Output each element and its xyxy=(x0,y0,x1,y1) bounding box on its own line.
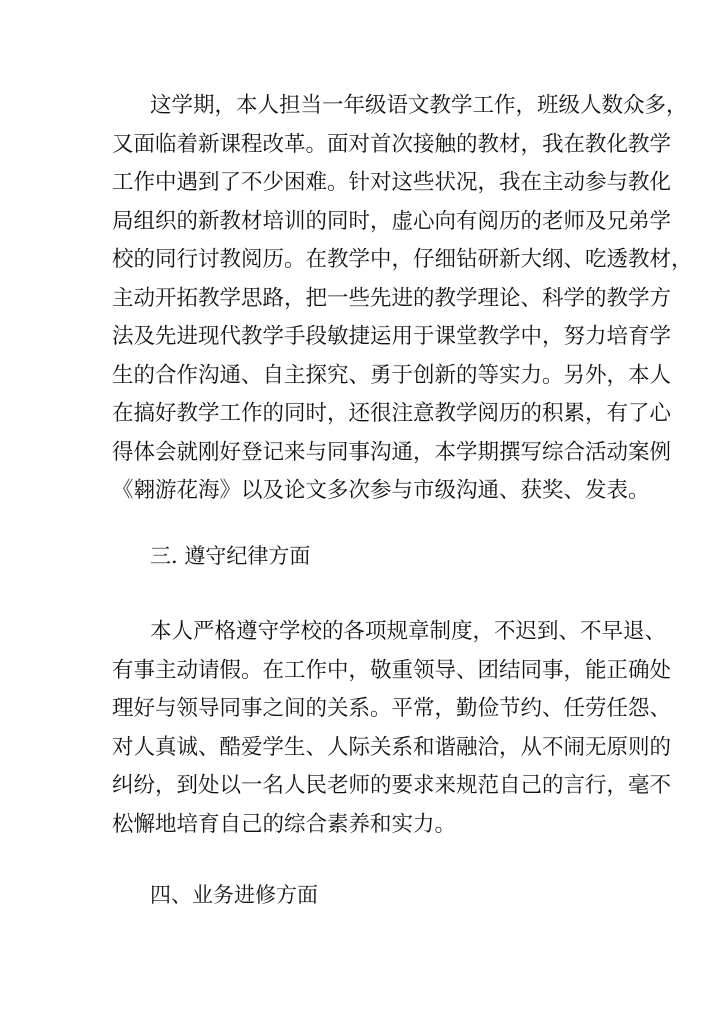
paragraph-line: 纠纷，到处以一名人民老师的要求来规范自己的言行，毫不 xyxy=(112,773,672,798)
paragraph-line: 本人严格遵守学校的各项规章制度，不迟到、不早退、 xyxy=(150,619,667,644)
paragraph-line: 在搞好教学工作的同时，还很注意教学阅历的积累，有了心 xyxy=(112,401,672,426)
paragraph-line: 有事主动请假。在工作中，敬重领导、团结同事，能正确处 xyxy=(112,657,672,683)
paragraph-line: 工作中遇到了不少困难。针对这些状况，我在主动参与教化 xyxy=(112,170,672,195)
paragraph-line: 法及先进现代教学手段敏捷运用于课堂教学中，努力培育学 xyxy=(112,324,672,349)
paragraph-line: 松懈地培育自己的综合素养和实力。 xyxy=(112,811,457,837)
paragraph-line: 《翱游花海》以及论文多次参与市级沟通、获奖、发表。 xyxy=(112,478,650,503)
paragraph-line: 校的同行讨教阅历。在教学中，仔细钻研新大纲、吃透教材， xyxy=(112,247,693,272)
paragraph-line: 对人真诚、酷爱学生、人际关系和谐融洽，从不闹无原则的 xyxy=(112,734,672,760)
paragraph-line: 生的合作沟通、自主探究、勇于创新的等实力。另外，本人 xyxy=(112,362,672,388)
paragraph-line: 得体会就刚好登记来与同事沟通，本学期撰写综合活动案例 xyxy=(112,439,672,465)
paragraph-teaching-work xyxy=(112,87,693,511)
section-heading-professional-development: 四、业务进修方面 xyxy=(150,883,318,907)
paragraph-line: 局组织的新教材培训的同时，虚心向有阅历的老师及兄弟学 xyxy=(112,208,672,234)
section-heading-discipline: 三. 遵守纪律方面 xyxy=(150,544,311,568)
paragraph-discipline xyxy=(112,613,672,844)
paragraph-line: 又面临着新课程改革。面对首次接触的教材，我在教化教学 xyxy=(112,131,672,157)
paragraph-line: 主动开拓教学思路，把一些先进的教学理论、科学的教学方 xyxy=(112,285,672,311)
paragraph-line: 这学期，本人担当一年级语文教学工作，班级人数众多， xyxy=(150,93,688,118)
paragraph-line: 理好与领导同事之间的关系。平常，勤俭节约、任劳任怨、 xyxy=(112,696,672,721)
